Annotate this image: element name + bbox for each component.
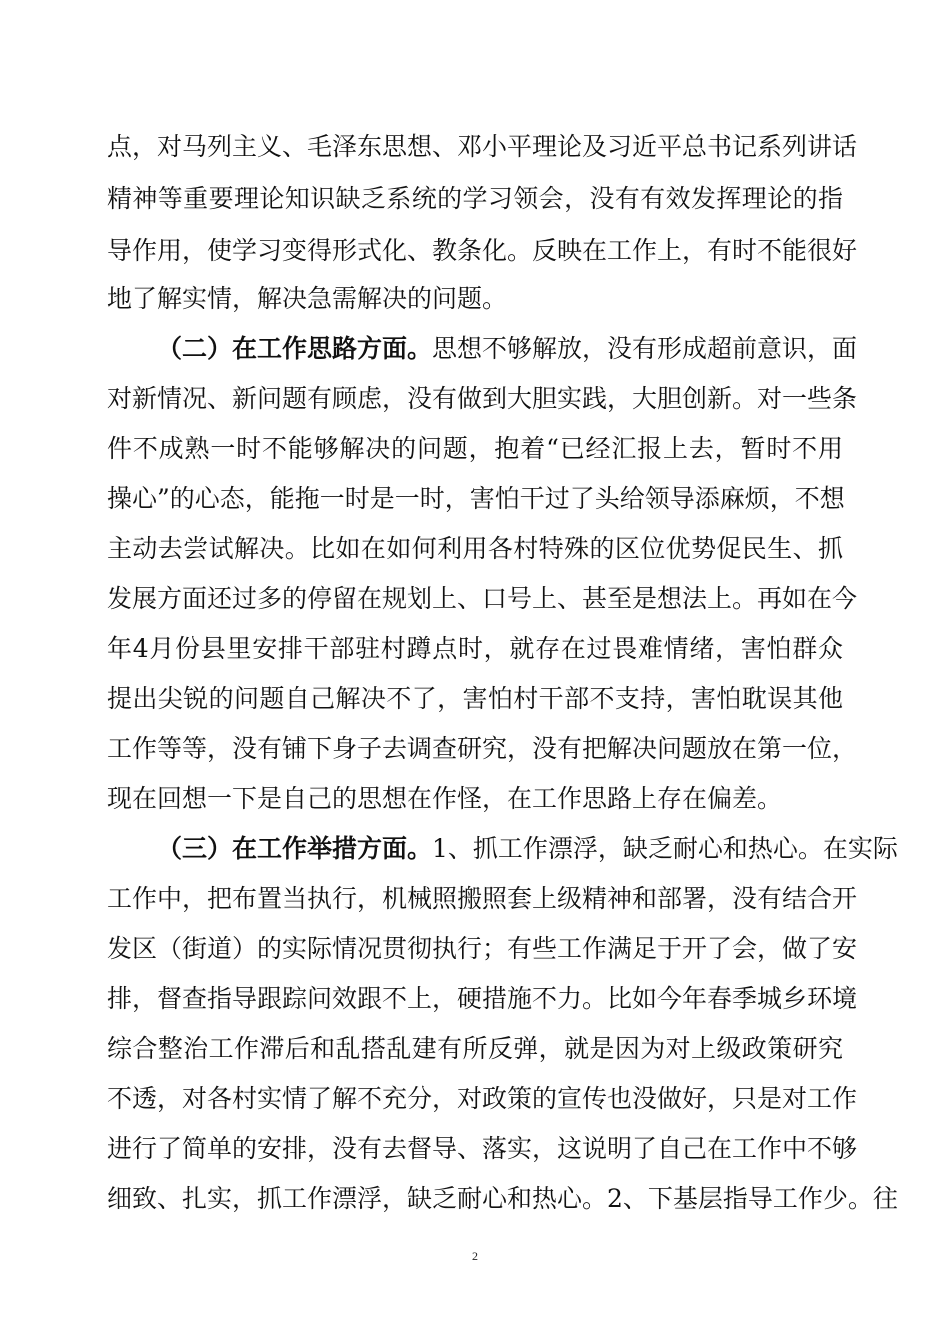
section-2-heading: （二）在工作思路方面。 [157,334,433,363]
paragraph-line: 导作用，使学习变得形式化、教条化。反映在工作上，有时不能很好 [107,236,858,265]
paragraph-line: 发展方面还过多的停留在规划上、口号上、甚至是想法上。再如在今 [107,584,858,613]
paragraph-line: 工作等等，没有铺下身子去调查研究，没有把解决问题放在第一位， [107,734,858,763]
paragraph-line: 不透，对各村实情了解不充分，对政策的宣传也没做好，只是对工作 [107,1084,858,1113]
paragraph-line: 精神等重要理论知识缺乏系统的学习领会，没有有效发挥理论的指 [107,184,843,213]
paragraph-line: 提出尖锐的问题自己解决不了，害怕村干部不支持，害怕耽误其他 [107,684,843,713]
paragraph-line: 发区（街道）的实际情况贯彻执行；有些工作满足于开了会，做了安 [107,934,858,963]
paragraph-line: 排，督查指导跟踪问效跟不上，硬措施不力。比如今年春季城乡环境 [107,984,858,1013]
section-2-first-line [157,329,858,369]
section-3-first-line-text: 1、抓工作漂浮，缺乏耐心和热心。在实际 [432,834,898,863]
paragraph-line: 对新情况、新问题有顾虑，没有做到大胆实践，大胆创新。对一些条 [107,384,858,413]
paragraph-line: 地了解实情，解决急需解决的问题。 [107,284,508,313]
paragraph-line: 点，对马列主义、毛泽东思想、邓小平理论及习近平总书记系列讲话 [107,132,858,161]
paragraph-line: 进行了简单的安排，没有去督导、落实，这说明了自己在工作中不够 [107,1134,858,1163]
paragraph-line: 综合整治工作滞后和乱搭乱建有所反弹，就是因为对上级政策研究 [107,1034,843,1063]
paragraph-line: 主动去尝试解决。比如在如何利用各村特殊的区位优势促民生、抓 [107,534,843,563]
section-2-first-line-text: 思想不够解放，没有形成超前意识，面 [432,334,858,363]
paragraph-line: 工作中，把布置当执行，机械照搬照套上级精神和部署，没有结合开 [107,884,858,913]
paragraph-line: 操心”的心态，能拖一时是一时，害怕干过了头给领导添麻烦，不想 [107,484,845,513]
section-3-heading: （三）在工作举措方面。 [157,834,433,863]
paragraph-line: 件不成熟一时不能够解决的问题，抱着“已经汇报上去，暂时不用 [107,434,843,463]
paragraph-line: 细致、扎实，抓工作漂浮，缺乏耐心和热心。2、下基层指导工作少。往 [107,1184,898,1213]
paragraph-line: 年4月份县里安排干部驻村蹲点时，就存在过畏难情绪，害怕群众 [107,634,843,663]
page-number: 2 [472,1249,478,1263]
paragraph-line: 现在回想一下是自己的思想在作怪，在工作思路上存在偏差。 [107,784,783,813]
section-3-first-line [157,829,898,869]
